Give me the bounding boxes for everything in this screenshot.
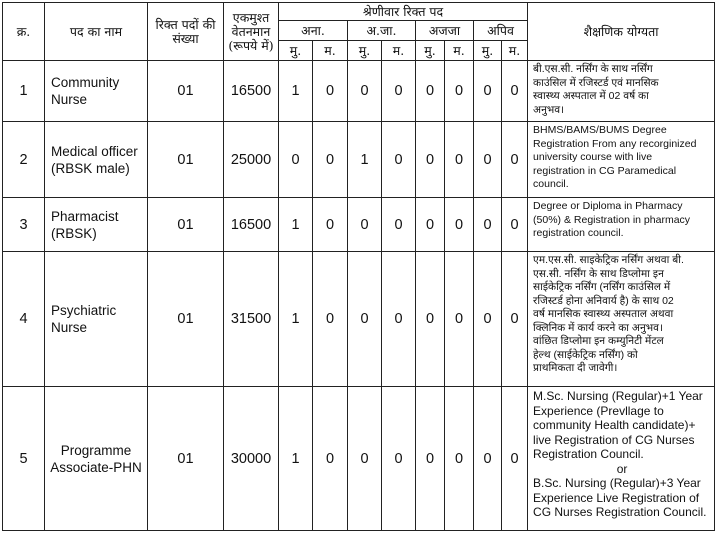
post-name-line: Nurse [51, 320, 88, 335]
qualification-line: अनुभव। [533, 103, 565, 116]
header-male: मु. [279, 41, 313, 61]
category-count: 0 [502, 252, 528, 387]
category-count: 0 [382, 252, 416, 387]
qualification-line: साईकेट्रिक नर्सिंग (नर्सिंग काउंसिल में [533, 281, 671, 293]
qualification-line: CG Nurses Registration Council. [533, 505, 707, 519]
header-female: म. [313, 41, 348, 61]
header-male: मु. [348, 41, 382, 61]
header-male: मु. [416, 41, 445, 61]
qualification-line: स्वास्थ्य अस्पताल में 02 वर्ष का [533, 90, 649, 102]
category-count: 0 [416, 122, 445, 198]
salary-value: 31500 [224, 252, 279, 387]
category-count: 1 [279, 252, 313, 387]
vacancy-count: 01 [148, 122, 224, 198]
vacancy-count: 01 [148, 198, 224, 252]
qualification-line: Experience (Prevllage to [533, 403, 664, 418]
vacancy-table [2, 2, 715, 531]
category-count: 0 [348, 61, 382, 122]
post-name-line: Nurse [51, 92, 88, 107]
category-count: 0 [502, 198, 528, 252]
category-count: 0 [445, 198, 474, 252]
category-count: 0 [348, 387, 382, 531]
row-serial: 4 [3, 252, 45, 387]
category-count: 0 [445, 387, 474, 531]
qualification-line: रजिस्टर्ड होना अनिवार्य है) के साथ 02 [533, 294, 674, 307]
table-row [3, 387, 715, 531]
category-count: 0 [474, 198, 502, 252]
header-female: म. [445, 41, 474, 61]
category-count: 0 [382, 122, 416, 198]
qualification-line: Experience Live Registration of [533, 490, 700, 505]
qualification-line: काउंसिल में रजिस्टर्ड एवं मानसिक [533, 76, 659, 89]
qualification-line: community Health candidate)+ [533, 418, 696, 432]
category-count: 0 [474, 61, 502, 122]
qualification [528, 198, 715, 252]
category-count: 0 [279, 122, 313, 198]
category-count: 0 [445, 252, 474, 387]
header-category-st: अजजा [416, 21, 474, 41]
qualification [528, 61, 715, 122]
category-count: 0 [474, 122, 502, 198]
table-row [3, 198, 715, 252]
category-count: 0 [416, 61, 445, 122]
category-count: 0 [445, 61, 474, 122]
category-count: 0 [348, 252, 382, 387]
category-count: 1 [279, 198, 313, 252]
post-name [45, 252, 148, 387]
qualification [528, 122, 715, 198]
qualification-line: हेल्थ (साईकेट्रिक नर्सिंग) को [533, 348, 638, 361]
category-count: 0 [313, 387, 348, 531]
header-category-obc: अपिव [474, 21, 528, 41]
category-count: 0 [416, 387, 445, 531]
post-name [45, 198, 148, 252]
header-category-general: अना. [279, 21, 348, 41]
category-count: 0 [313, 122, 348, 198]
qualification-line: क्लिनिक में कार्य करने का अनुभव। [533, 321, 663, 334]
header-post-name: पद का नाम [45, 3, 148, 61]
post-name-line: Programme [60, 442, 132, 458]
vacancy-count: 01 [148, 61, 224, 122]
row-serial: 3 [3, 198, 45, 252]
header-female: म. [382, 41, 416, 61]
vacancy-count: 01 [148, 387, 224, 531]
post-name [45, 122, 148, 198]
category-count: 0 [416, 198, 445, 252]
table-row [3, 122, 715, 198]
category-count: 0 [382, 198, 416, 252]
post-name-line: Medical officer [51, 143, 138, 159]
qualification-line: बी.एस.सी. नर्सिंग के साथ नर्सिंग [533, 63, 653, 75]
category-count: 0 [313, 252, 348, 387]
qualification-line: Registration Council. [533, 447, 644, 461]
category-count: 0 [348, 198, 382, 252]
post-name-line: (RBSK male) [51, 160, 130, 176]
salary-value: 16500 [224, 198, 279, 252]
row-serial: 5 [3, 387, 45, 531]
qualification-line: BHMS/BAMS/BUMS Degree [533, 124, 667, 136]
category-count: 0 [502, 387, 528, 531]
row-serial: 2 [3, 122, 45, 198]
header-salary: एकमुश्त वेतनमान (रूपये में) [224, 3, 279, 61]
category-count: 0 [382, 387, 416, 531]
row-serial: 1 [3, 61, 45, 122]
header-category-group: श्रेणीवार रिक्त पद [279, 3, 528, 21]
qualification-or: or [616, 461, 628, 476]
qualification-line: university course with live [533, 151, 653, 163]
qualification [528, 252, 715, 387]
qualification-line: registration council. [533, 227, 624, 239]
qualification [528, 387, 715, 531]
category-count: 0 [502, 122, 528, 198]
post-name-line: Associate-PHN [50, 459, 142, 475]
category-count: 0 [382, 61, 416, 122]
qualification-line: एम.एस.सी. साइकेट्रिक नर्सिंग अथवा बी. [533, 254, 684, 266]
table-row [3, 252, 715, 387]
category-count: 0 [445, 122, 474, 198]
qualification-line: council. [533, 178, 569, 190]
qualification-line: Registration From any recorginized [533, 137, 697, 150]
qualification-line: वांछित डिप्लोमा इन कम्युनिटी मेंटल [533, 335, 664, 347]
header-vacancies: रिक्त पदों की संख्या [148, 3, 224, 61]
category-count: 0 [474, 252, 502, 387]
header-female: म. [502, 41, 528, 61]
post-name-line: Community [51, 75, 120, 90]
qualification-line: एस.सी. नर्सिंग के साथ डिप्लोमा इन [533, 267, 664, 280]
qualification-line: Degree or Diploma in Pharmacy [533, 200, 683, 212]
category-count: 0 [474, 387, 502, 531]
post-name [45, 61, 148, 122]
category-count: 0 [416, 252, 445, 387]
qualification-line: M.Sc. Nursing (Regular)+1 Year [533, 389, 703, 403]
post-name [45, 387, 148, 531]
category-count: 1 [279, 61, 313, 122]
vacancy-count: 01 [148, 252, 224, 387]
table-row [3, 61, 715, 122]
header-qualification: शैक्षणिक योग्यता [528, 3, 715, 61]
header-serial: क्र. [3, 3, 45, 61]
post-name-line: (RBSK) [51, 225, 97, 241]
post-name-line: Psychiatric [51, 303, 117, 318]
qualification-line: (50%) & Registration in pharmacy [533, 213, 691, 226]
category-count: 0 [502, 61, 528, 122]
post-name-line: Pharmacist [51, 208, 119, 224]
header-category-sc: अ.जा. [348, 21, 416, 41]
qualification-line: registration in CG Paramedical [533, 164, 677, 177]
qualification-line: live Registration of CG Nurses [533, 432, 695, 447]
salary-value: 30000 [224, 387, 279, 531]
header-male: मु. [474, 41, 502, 61]
category-count: 1 [279, 387, 313, 531]
salary-value: 25000 [224, 122, 279, 198]
salary-value: 16500 [224, 61, 279, 122]
qualification-line: प्राथमिकता दी जावेगी। [533, 362, 618, 374]
qualification-line: B.Sc. Nursing (Regular)+3 Year [533, 476, 701, 490]
category-count: 0 [313, 198, 348, 252]
category-count: 0 [313, 61, 348, 122]
category-count: 1 [348, 122, 382, 198]
qualification-line: वर्ष मानसिक स्वास्थ्य अस्पताल अथवा [533, 308, 674, 320]
